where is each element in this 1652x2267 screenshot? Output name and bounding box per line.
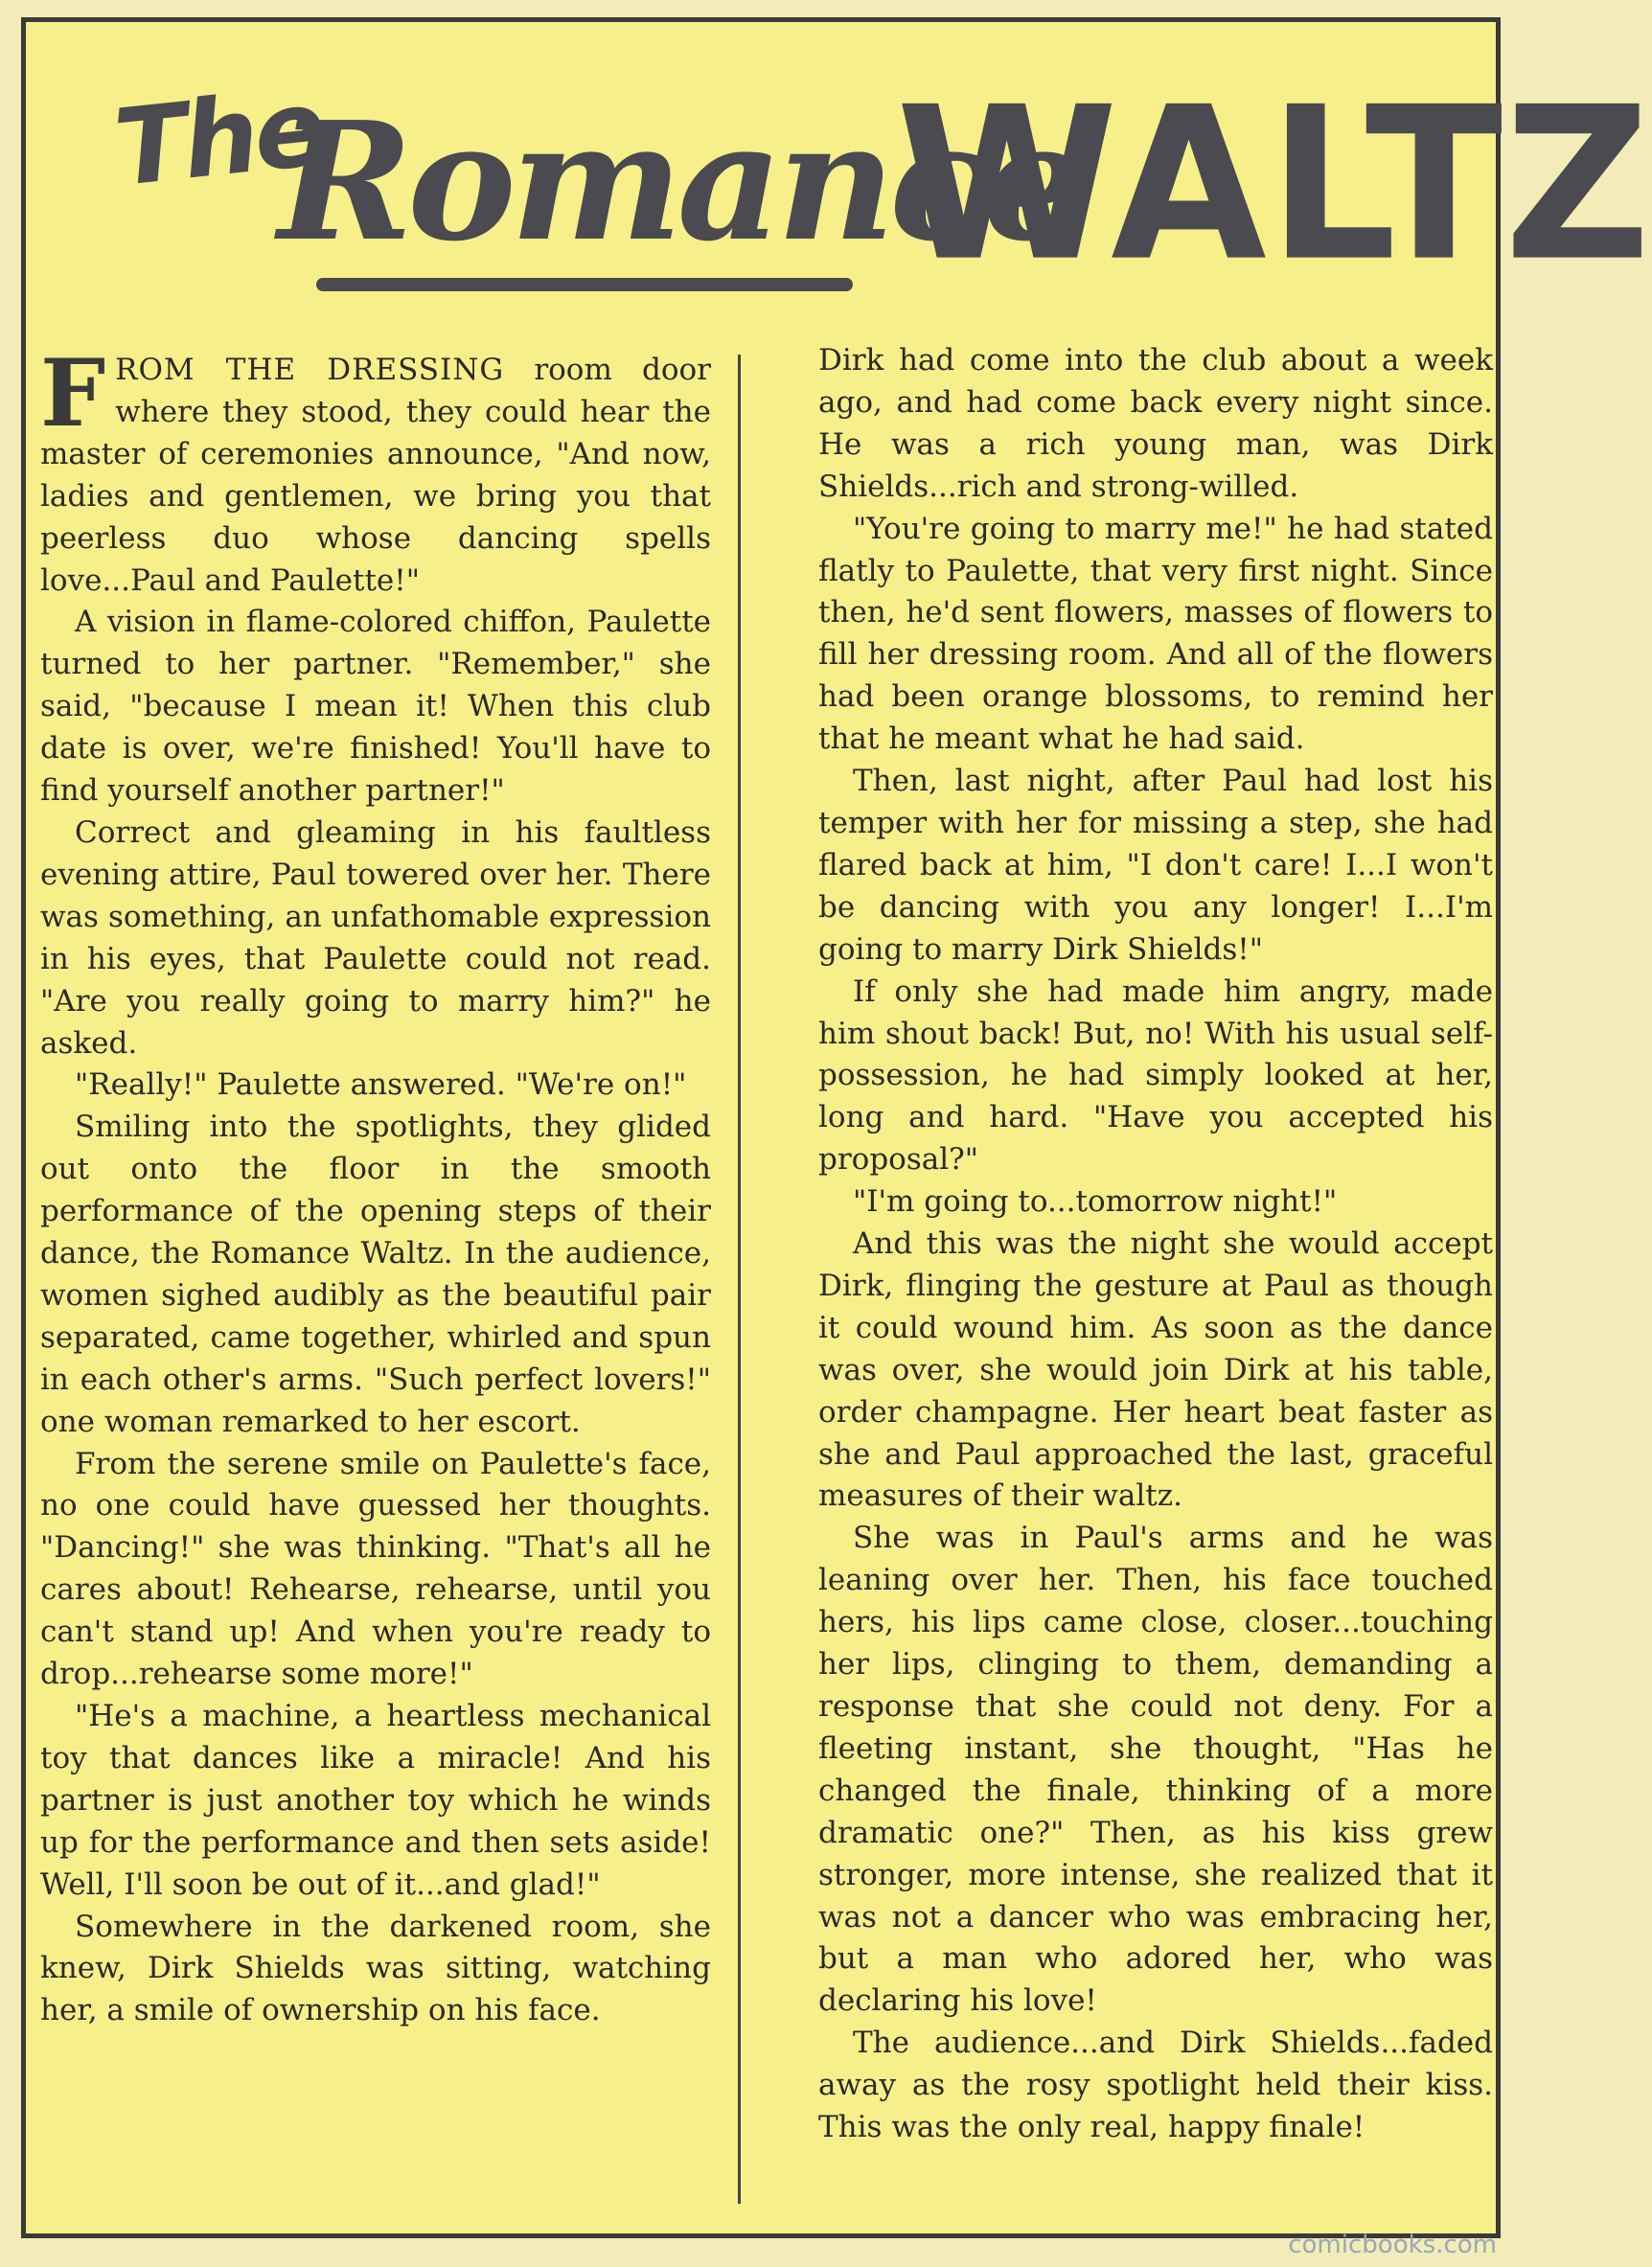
story-paragraph: The audience...and Dirk Shields...faded away as the rosy spotlight held their kiss. This was the only real, happy finale! <box>818 2026 1493 2145</box>
story-paragraph: A vision in flame-colored chiffon, Paulette turned to her partner. "Remember," she said, "because I mean it! When this club date is over, we're finished! You'll have to find yourself another partner!" <box>40 605 711 809</box>
story-paragraph: "He's a machine, a heartless mechanical toy that dances like a miracle! And his partner is just another toy which he winds up for the performance and then sets aside! Well, I'll soon be out of it...and glad!" <box>40 1699 711 1902</box>
title-the: The <box>108 66 329 210</box>
site-watermark: comicbooks.com <box>1288 2231 1497 2259</box>
title-underline-flourish <box>316 278 853 291</box>
drop-cap: F <box>40 339 106 447</box>
story-paragraph: Then, last night, after Paul had lost his temper with her for missing a step, she had flared back at him, "I don't care! I...I won't be dancing with you any longer! I...I'm going to marry Dirk Shields!" <box>818 764 1493 967</box>
right-column <box>818 340 1493 2199</box>
left-column <box>40 339 711 2209</box>
story-paragraph: Somewhere in the darkened room, she knew, Dirk Shields was sitting, watching her, a smile of ownership on his face. <box>40 1909 711 2028</box>
story-columns <box>40 339 1493 2209</box>
story-paragraph: She was in Paul's arms and he was leaning over her. Then, his face touched hers, his lips came close, closer...touching her lips, clinging to them, demanding a response that she could not deny. For a fleeting instant, she thought, "Has he changed the finale, thinking of a more dramatic one?" Then, as his kiss grew stronger, more intense, she realized that it was not a dancer who was embracing her, but a man who adored her, who was declaring his love! <box>818 1521 1493 2019</box>
story-paragraph: Smiling into the spotlights, they glided out onto the floor in the smooth performance of the opening steps of their dance, the Romance Waltz. In the audience, women sighed audibly as the beautiful pair separated, came together, whirled and spun in each other's arms. "Such perfect lovers!" one woman remarked to her escort. <box>40 1110 711 1439</box>
story-paragraph: "I'm going to...tomorrow night!" <box>853 1184 1338 1220</box>
story-paragraph <box>40 339 711 602</box>
story-paragraph: From the serene smile on Paulette's face, no one could have guessed her thoughts. "Dancing!" she was thinking. "That's all he cares about! Rehearse, rehearse, until you can't stand up! And when you're ready to drop...rehearse some more!" <box>40 1446 711 1692</box>
story-paragraph: Correct and gleaming in his faultless evening attire, Paul towered over her. There was something, an unfathomable expression in his eyes, that Paulette could not read. "Are you really going to marry him?" he asked. <box>40 814 711 1061</box>
story-paragraph: And this was the night she would accept Dirk, flinging the gesture at Paul as though it could wound him. As soon as the dance was over, she would join Dirk at his table, order champagne. Her heart beat faster as she and Paul approached the last, graceful measures of their waltz. <box>818 1226 1493 1514</box>
title-waltz: WALTZ <box>896 60 1652 309</box>
story-paragraph: If only she had made him angry, made him shout back! But, no! With his usual self-possession, he had simply looked at her, long and hard. "Have you accepted his proposal?" <box>818 973 1493 1178</box>
paragraph-text: room door where they stood, they could hear the master of ceremonies announce, "And now, ladies and gentlemen, we bring you that peerless duo whose dancing spells love...Paul and Paulette!" <box>40 353 711 598</box>
story-paragraph: "You're going to marry me!" he had stated flatly to Paulette, that very first night. Since then, he'd sent flowers, masses of flowers to fill her dressing room. And all of the flowers had been orange blossoms, to remind her that he meant what he had said. <box>818 511 1493 757</box>
story-title <box>0 38 1652 326</box>
title-romance: Romance <box>278 86 1081 278</box>
opening-caps: ROM THE DRESSING <box>115 353 505 387</box>
story-paragraph: Dirk had come into the club about a week ago, and had come back every night since. He was a rich young man, was Dirk Shields...rich and strong-willed. <box>818 343 1493 504</box>
story-paragraph: "Really!" Paulette answered. "We're on!" <box>75 1067 687 1103</box>
